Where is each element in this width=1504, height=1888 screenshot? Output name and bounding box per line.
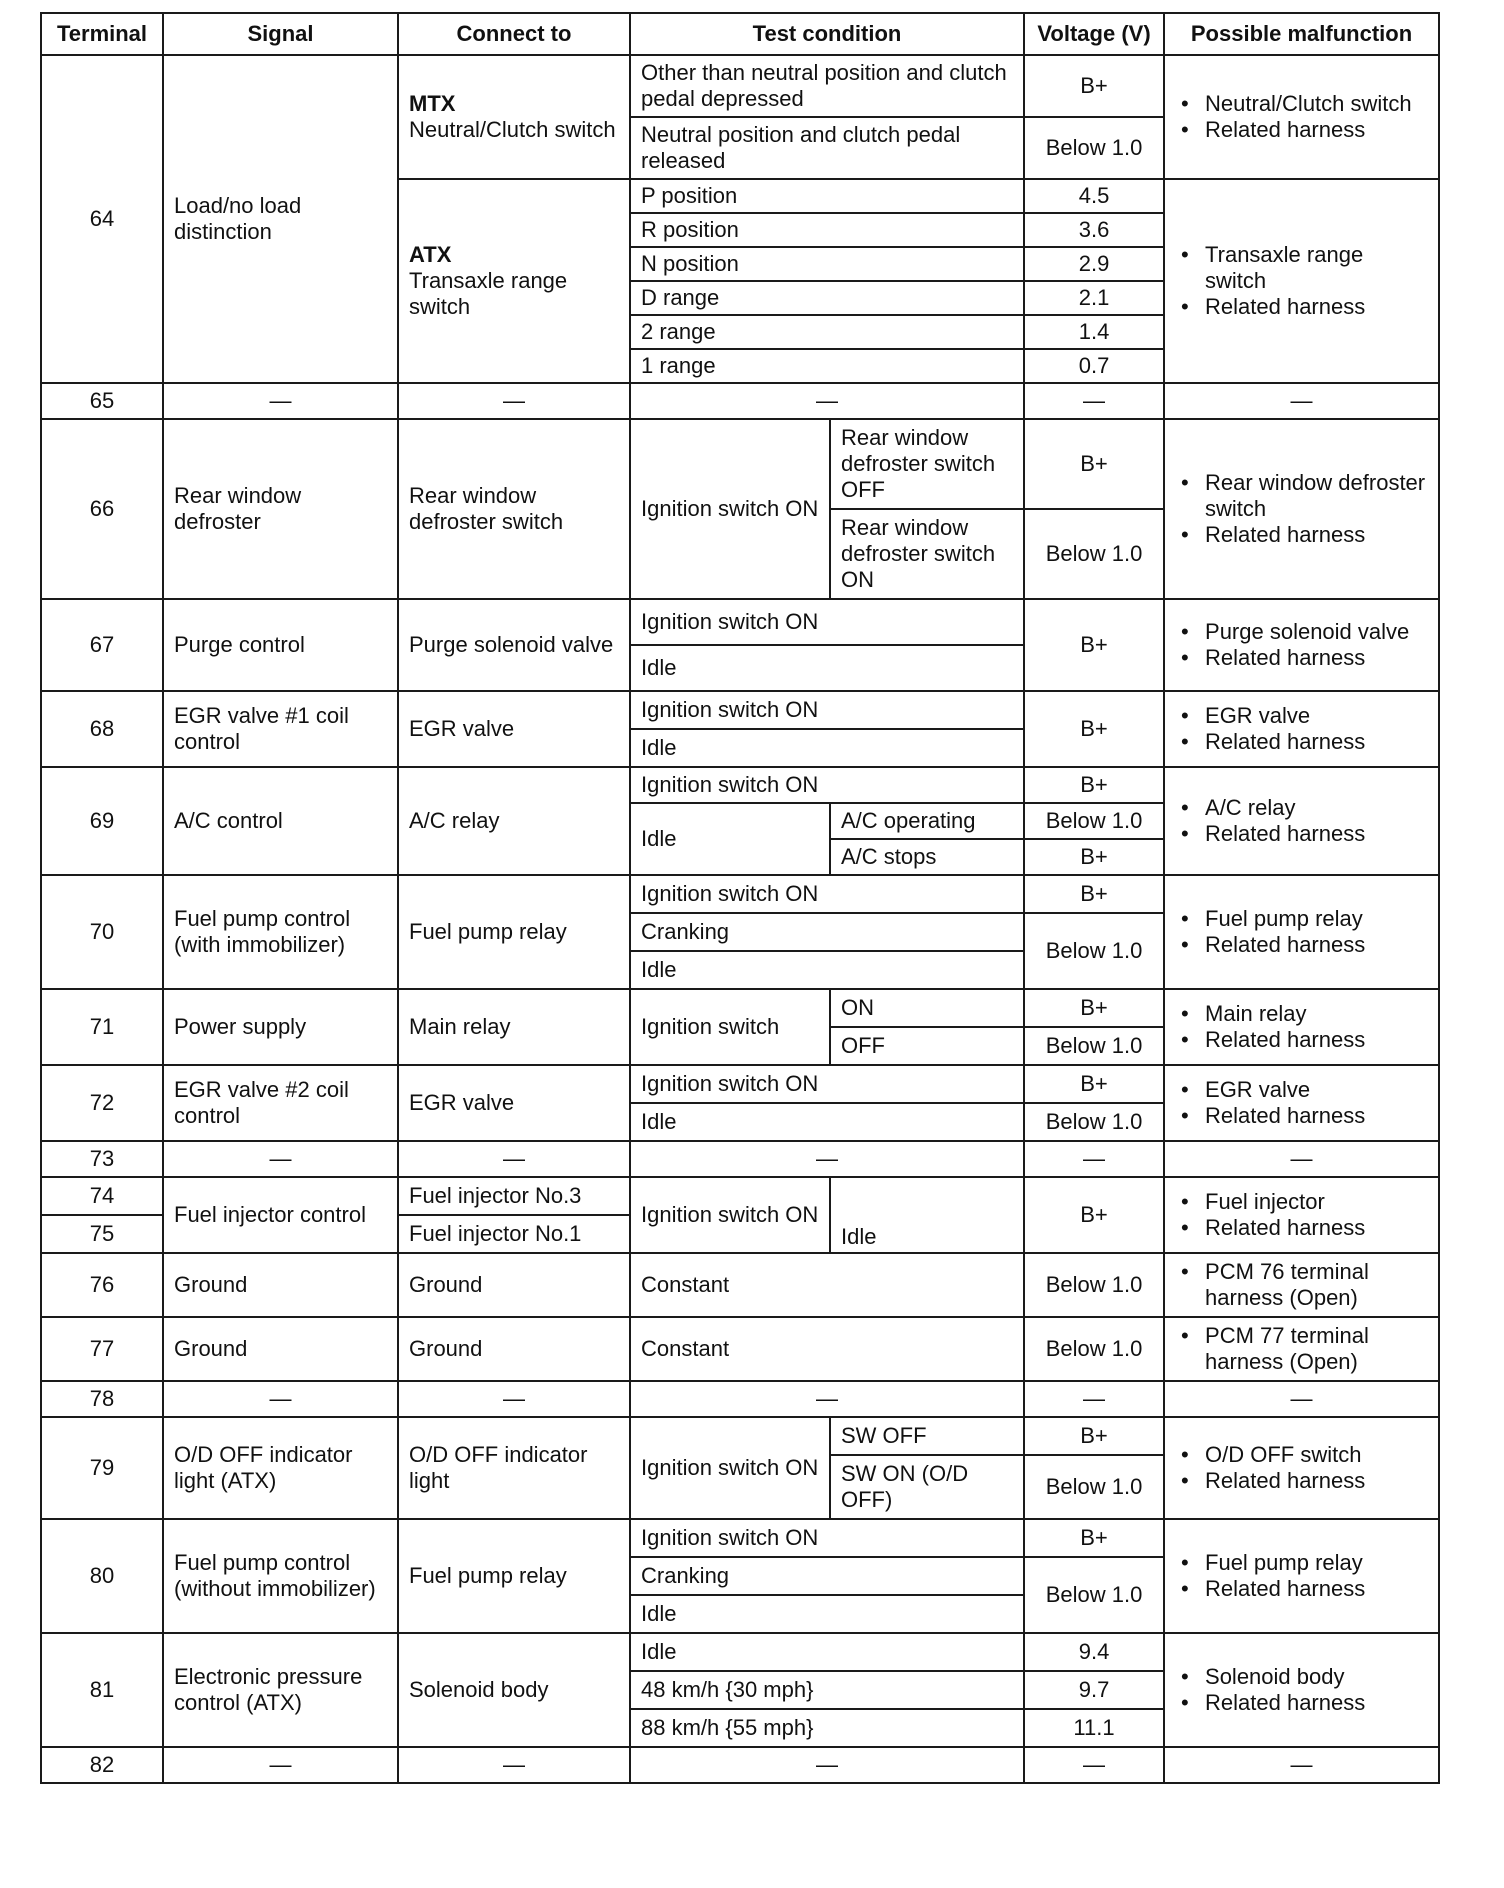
malfunction-item: • Related harness xyxy=(1175,932,1428,958)
dash-cell: — xyxy=(630,1381,1024,1417)
signal-79: O/D OFF indicator light (ATX) xyxy=(163,1417,398,1519)
subcond-69-2: A/C stops xyxy=(830,839,1024,875)
dash-cell: — xyxy=(398,383,630,419)
cond-77: Constant xyxy=(630,1317,1024,1381)
row-81-1 xyxy=(41,1633,1439,1671)
header-signal: Signal xyxy=(163,13,398,55)
signal-80: Fuel pump control (without immobilizer) xyxy=(163,1519,398,1633)
row-79-1 xyxy=(41,1417,1439,1455)
voltage-64-atx: 2.9 xyxy=(1024,247,1164,281)
terminal-76: 76 xyxy=(41,1253,163,1317)
voltage-80-1: B+ xyxy=(1024,1519,1164,1557)
subcond-79-2: SW ON (O/D OFF) xyxy=(830,1455,1024,1519)
signal-76: Ground xyxy=(163,1253,398,1317)
connect-70: Fuel pump relay xyxy=(398,875,630,989)
subcond-66-2: Rear window defroster switch ON xyxy=(830,509,1024,599)
voltage-67: B+ xyxy=(1024,599,1164,691)
dash-cell: — xyxy=(163,1141,398,1177)
dash-cell: — xyxy=(1024,1141,1164,1177)
terminal-82: 82 xyxy=(41,1747,163,1783)
dash-cell: — xyxy=(163,1747,398,1783)
cond-66: Ignition switch ON xyxy=(630,419,830,599)
malfunction-item: • Related harness xyxy=(1175,1215,1428,1241)
cond-67-2: Idle xyxy=(630,645,1024,691)
malfunction-item: • Purge solenoid valve xyxy=(1175,619,1428,645)
voltage-64-mtx-2: Below 1.0 xyxy=(1024,117,1164,179)
subcond-71-1: ON xyxy=(830,989,1024,1027)
signal-81: Electronic pressure control (ATX) xyxy=(163,1633,398,1747)
cond-70-2: Cranking xyxy=(630,913,1024,951)
terminal-66: 66 xyxy=(41,419,163,599)
voltage-72-2: Below 1.0 xyxy=(1024,1103,1164,1141)
malfunction-67 xyxy=(1164,599,1439,691)
cond-79: Ignition switch ON xyxy=(630,1417,830,1519)
cond-64-atx: 1 range xyxy=(630,349,1024,383)
row-74 xyxy=(41,1177,1439,1215)
malfunction-item: • Solenoid body xyxy=(1175,1664,1428,1690)
malfunction-item: • Related harness xyxy=(1175,294,1428,320)
connect-76: Ground xyxy=(398,1253,630,1317)
row-82 xyxy=(41,1747,1439,1783)
dash-cell: — xyxy=(398,1747,630,1783)
connect-66: Rear window defroster switch xyxy=(398,419,630,599)
terminal-80: 80 xyxy=(41,1519,163,1633)
signal-67: Purge control xyxy=(163,599,398,691)
subcond-74-75: Idle xyxy=(830,1177,1024,1253)
cond-80-1: Ignition switch ON xyxy=(630,1519,1024,1557)
terminal-75: 75 xyxy=(41,1215,163,1253)
subcond-66-1: Rear window defroster switch OFF xyxy=(830,419,1024,509)
malfunction-item: • Related harness xyxy=(1175,1690,1428,1716)
terminal-69: 69 xyxy=(41,767,163,875)
malfunction-item: • Main relay xyxy=(1175,1001,1428,1027)
row-65 xyxy=(41,383,1439,419)
header-row xyxy=(41,13,1439,55)
signal-66: Rear window defroster xyxy=(163,419,398,599)
voltage-81-1: 9.4 xyxy=(1024,1633,1164,1671)
mtx-connect: Neutral/Clutch switch xyxy=(409,117,616,142)
cond-71: Ignition switch xyxy=(630,989,830,1065)
dash-cell: — xyxy=(1164,383,1439,419)
dash-cell: — xyxy=(1164,1381,1439,1417)
malfunction-74-75 xyxy=(1164,1177,1439,1253)
terminal-74: 74 xyxy=(41,1177,163,1215)
signal-64: Load/no load distinction xyxy=(163,55,398,383)
row-69-1 xyxy=(41,767,1439,803)
voltage-69-2: Below 1.0 xyxy=(1024,803,1164,839)
terminal-79: 79 xyxy=(41,1417,163,1519)
voltage-64-atx: 3.6 xyxy=(1024,213,1164,247)
cond-64-atx: N position xyxy=(630,247,1024,281)
voltage-69-1: B+ xyxy=(1024,767,1164,803)
header-connect-to: Connect to xyxy=(398,13,630,55)
malfunction-item: • A/C relay xyxy=(1175,795,1428,821)
voltage-71-2: Below 1.0 xyxy=(1024,1027,1164,1065)
malfunction-64-atx xyxy=(1164,179,1439,383)
dash-cell: — xyxy=(1024,1381,1164,1417)
terminal-70: 70 xyxy=(41,875,163,989)
voltage-80-2: Below 1.0 xyxy=(1024,1557,1164,1633)
subcond-69-1: A/C operating xyxy=(830,803,1024,839)
malfunction-76 xyxy=(1164,1253,1439,1317)
connect-77: Ground xyxy=(398,1317,630,1381)
dash-cell: — xyxy=(630,1747,1024,1783)
connect-72: EGR valve xyxy=(398,1065,630,1141)
cond-81-3: 88 km/h {55 mph} xyxy=(630,1709,1024,1747)
malfunction-item: • PCM 76 terminal harness (Open) xyxy=(1175,1259,1428,1311)
signal-69: A/C control xyxy=(163,767,398,875)
voltage-64-atx: 2.1 xyxy=(1024,281,1164,315)
connect-79: O/D OFF indicator light xyxy=(398,1417,630,1519)
voltage-64-atx: 1.4 xyxy=(1024,315,1164,349)
terminal-81: 81 xyxy=(41,1633,163,1747)
malfunction-64-mtx xyxy=(1164,55,1439,179)
malfunction-81 xyxy=(1164,1633,1439,1747)
header-test-condition: Test condition xyxy=(630,13,1024,55)
dash-cell: — xyxy=(1164,1141,1439,1177)
header-voltage: Voltage (V) xyxy=(1024,13,1164,55)
subcond-79-1: SW OFF xyxy=(830,1417,1024,1455)
row-72-1 xyxy=(41,1065,1439,1103)
voltage-64-mtx-1: B+ xyxy=(1024,55,1164,117)
terminal-78: 78 xyxy=(41,1381,163,1417)
row-68-1 xyxy=(41,691,1439,729)
cond-64-atx: P position xyxy=(630,179,1024,213)
malfunction-item: • Related harness xyxy=(1175,729,1428,755)
row-67-1 xyxy=(41,599,1439,645)
subcond-71-2: OFF xyxy=(830,1027,1024,1065)
voltage-70-2: Below 1.0 xyxy=(1024,913,1164,989)
cond-70-3: Idle xyxy=(630,951,1024,989)
malfunction-item: • Related harness xyxy=(1175,645,1428,671)
malfunction-item: • Neutral/Clutch switch xyxy=(1175,91,1428,117)
voltage-77: Below 1.0 xyxy=(1024,1317,1164,1381)
malfunction-69 xyxy=(1164,767,1439,875)
cond-80-2: Cranking xyxy=(630,1557,1024,1595)
row-71-1 xyxy=(41,989,1439,1027)
row-66-1 xyxy=(41,419,1439,509)
cond-64-mtx-2: Neutral position and clutch pedal released xyxy=(630,117,1024,179)
cond-80-3: Idle xyxy=(630,1595,1024,1633)
row-64-mtx-1 xyxy=(41,55,1439,117)
terminal-64: 64 xyxy=(41,55,163,383)
connect-69: A/C relay xyxy=(398,767,630,875)
cond-81-2: 48 km/h {30 mph} xyxy=(630,1671,1024,1709)
malfunction-item: • Related harness xyxy=(1175,1103,1428,1129)
malfunction-item: • Related harness xyxy=(1175,522,1428,548)
malfunction-item: • Related harness xyxy=(1175,821,1428,847)
terminal-68: 68 xyxy=(41,691,163,767)
row-76 xyxy=(41,1253,1439,1317)
atx-connect: Transaxle range switch xyxy=(409,268,568,319)
voltage-64-atx: 0.7 xyxy=(1024,349,1164,383)
cond-67-1: Ignition switch ON xyxy=(630,599,1024,645)
terminal-65: 65 xyxy=(41,383,163,419)
cond-72-1: Ignition switch ON xyxy=(630,1065,1024,1103)
malfunction-item: • Transaxle range switch xyxy=(1175,242,1428,294)
cond-64-atx: 2 range xyxy=(630,315,1024,349)
connect-75: Fuel injector No.1 xyxy=(398,1215,630,1253)
connect-81: Solenoid body xyxy=(398,1633,630,1747)
voltage-69-3: B+ xyxy=(1024,839,1164,875)
cond-64-mtx-1: Other than neutral position and clutch pedal depressed xyxy=(630,55,1024,117)
malfunction-77 xyxy=(1164,1317,1439,1381)
connect-71: Main relay xyxy=(398,989,630,1065)
signal-72: EGR valve #2 coil control xyxy=(163,1065,398,1141)
malfunction-item: • Related harness xyxy=(1175,1576,1428,1602)
signal-74-75: Fuel injector control xyxy=(163,1177,398,1253)
malfunction-item: • Related harness xyxy=(1175,117,1428,143)
cond-69-2: Idle xyxy=(630,803,830,875)
voltage-71-1: B+ xyxy=(1024,989,1164,1027)
malfunction-item: • Fuel pump relay xyxy=(1175,1550,1428,1576)
row-78 xyxy=(41,1381,1439,1417)
voltage-79-2: Below 1.0 xyxy=(1024,1455,1164,1519)
voltage-70-1: B+ xyxy=(1024,875,1164,913)
cond-74-75: Ignition switch ON xyxy=(630,1177,830,1253)
malfunction-item: • EGR valve xyxy=(1175,1077,1428,1103)
terminal-voltage-table xyxy=(40,12,1440,1784)
voltage-81-2: 9.7 xyxy=(1024,1671,1164,1709)
row-70-1 xyxy=(41,875,1439,913)
signal-68: EGR valve #1 coil control xyxy=(163,691,398,767)
voltage-66-1: B+ xyxy=(1024,419,1164,509)
malfunction-70 xyxy=(1164,875,1439,989)
signal-71: Power supply xyxy=(163,989,398,1065)
voltage-74-75: B+ xyxy=(1024,1177,1164,1253)
signal-77: Ground xyxy=(163,1317,398,1381)
dash-cell: — xyxy=(163,383,398,419)
terminal-71: 71 xyxy=(41,989,163,1065)
dash-cell: — xyxy=(1024,383,1164,419)
row-80-1 xyxy=(41,1519,1439,1557)
connect-67: Purge solenoid valve xyxy=(398,599,630,691)
terminal-spec-sheet xyxy=(40,12,1440,1784)
connect-74: Fuel injector No.3 xyxy=(398,1177,630,1215)
header-terminal: Terminal xyxy=(41,13,163,55)
connect-80: Fuel pump relay xyxy=(398,1519,630,1633)
row-73 xyxy=(41,1141,1439,1177)
voltage-66-2: Below 1.0 xyxy=(1024,509,1164,599)
cond-68-1: Ignition switch ON xyxy=(630,691,1024,729)
malfunction-item: • EGR valve xyxy=(1175,703,1428,729)
cond-69-1: Ignition switch ON xyxy=(630,767,1024,803)
malfunction-item: • O/D OFF switch xyxy=(1175,1442,1428,1468)
malfunction-79 xyxy=(1164,1417,1439,1519)
voltage-64-atx: 4.5 xyxy=(1024,179,1164,213)
terminal-67: 67 xyxy=(41,599,163,691)
connect-68: EGR valve xyxy=(398,691,630,767)
voltage-81-3: 11.1 xyxy=(1024,1709,1164,1747)
terminal-72: 72 xyxy=(41,1065,163,1141)
malfunction-66 xyxy=(1164,419,1439,599)
voltage-76: Below 1.0 xyxy=(1024,1253,1164,1317)
cond-72-2: Idle xyxy=(630,1103,1024,1141)
malfunction-item: • Fuel pump relay xyxy=(1175,906,1428,932)
dash-cell: — xyxy=(630,1141,1024,1177)
dash-cell: — xyxy=(398,1141,630,1177)
dash-cell: — xyxy=(163,1381,398,1417)
malfunction-80 xyxy=(1164,1519,1439,1633)
atx-label: ATX xyxy=(409,242,452,267)
header-malfunction: Possible malfunction xyxy=(1164,13,1439,55)
cond-64-atx: D range xyxy=(630,281,1024,315)
malfunction-item: • Related harness xyxy=(1175,1468,1428,1494)
cond-68-2: Idle xyxy=(630,729,1024,767)
signal-70: Fuel pump control (with immobilizer) xyxy=(163,875,398,989)
mtx-label: MTX xyxy=(409,91,456,116)
dash-cell: — xyxy=(1024,1747,1164,1783)
dash-cell: — xyxy=(630,383,1024,419)
row-77 xyxy=(41,1317,1439,1381)
cond-76: Constant xyxy=(630,1253,1024,1317)
dash-cell: — xyxy=(1164,1747,1439,1783)
malfunction-item: • Fuel injector xyxy=(1175,1189,1428,1215)
malfunction-71 xyxy=(1164,989,1439,1065)
malfunction-72 xyxy=(1164,1065,1439,1141)
cond-64-atx: R position xyxy=(630,213,1024,247)
malfunction-68 xyxy=(1164,691,1439,767)
malfunction-item: • PCM 77 terminal harness (Open) xyxy=(1175,1323,1428,1375)
cond-81-1: Idle xyxy=(630,1633,1024,1671)
voltage-79-1: B+ xyxy=(1024,1417,1164,1455)
voltage-68: B+ xyxy=(1024,691,1164,767)
malfunction-item: • Rear window defroster switch xyxy=(1175,470,1428,522)
terminal-73: 73 xyxy=(41,1141,163,1177)
terminal-77: 77 xyxy=(41,1317,163,1381)
voltage-72-1: B+ xyxy=(1024,1065,1164,1103)
dash-cell: — xyxy=(398,1381,630,1417)
connect-64-atx xyxy=(398,179,630,383)
connect-64-mtx xyxy=(398,55,630,179)
malfunction-item: • Related harness xyxy=(1175,1027,1428,1053)
cond-70-1: Ignition switch ON xyxy=(630,875,1024,913)
